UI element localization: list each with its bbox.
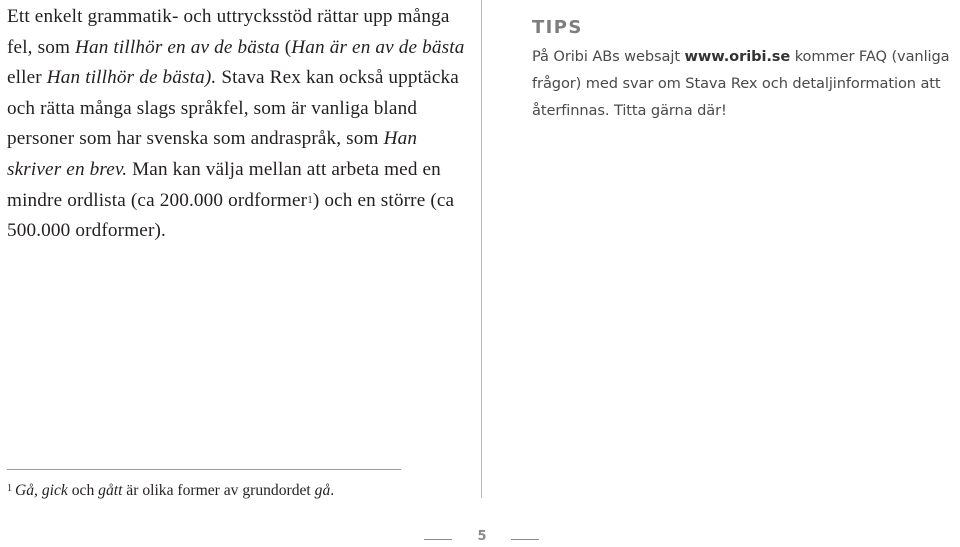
main-text-segment-2: ( [279,36,292,58]
main-text-segment-5: Man kan välja mellan att arbeta med en mindre ordlista (ca 200.000 ordformer [7,158,441,211]
footnote-divider [7,469,401,470]
main-text-segment-3: eller [7,67,47,89]
footnote-text-2: är olika former av grundordet [122,482,315,499]
main-text-segment-1: Ett enkelt grammatik- och uttrycksstöd rättar upp många fel, som [7,6,450,58]
page-number: 5 [477,529,487,544]
page-number-rule-left [424,539,452,540]
tips-heading: TIPS [532,17,583,38]
example-han-tillhor-en-av-de-basta: Han tillhör en av de bästa [74,36,280,58]
example-han-skriver-en-brev: Han skriver en brev. [7,128,418,180]
main-text-segment-4: Stava Rex kan också upptäcka och rätta många slags språkfel, som är vanliga bland personer som har svenska som andraspråk, som [7,67,459,150]
footnote-text-1: och [67,482,99,499]
footnote [7,480,477,504]
main-text-segment-6: ) och en större (ca 500.000 ordformer). [7,189,455,242]
footnote-word-ga: gå [314,482,331,499]
footnote-text-3: . [330,482,335,499]
tips-text-rest: kommer FAQ (vanliga frågor) med svar om Stava Rex och detaljinformation att återfinnas. Titta gärna där! [532,48,950,119]
footnote-word-ga-gick: Gå, gick [15,482,68,499]
main-paragraph [7,2,467,247]
tips-box [532,17,952,124]
footnote-number: 1 [7,483,12,494]
example-han-ar-en-av-de-basta: Han är en av de bästa [291,36,465,58]
page-footer [424,529,544,547]
oribi-website-link[interactable]: www.oribi.se [684,48,791,65]
page-number-rule-right [511,539,539,540]
footnote-word-gatt: gått [98,482,123,499]
footnote-reference[interactable]: 1 [307,193,313,206]
tips-text-intro: På Oribi ABs websajt [532,48,685,65]
tips-text [532,43,952,124]
example-han-tillhor-de-basta: Han tillhör de bästa). [46,67,217,89]
column-divider [481,0,482,498]
